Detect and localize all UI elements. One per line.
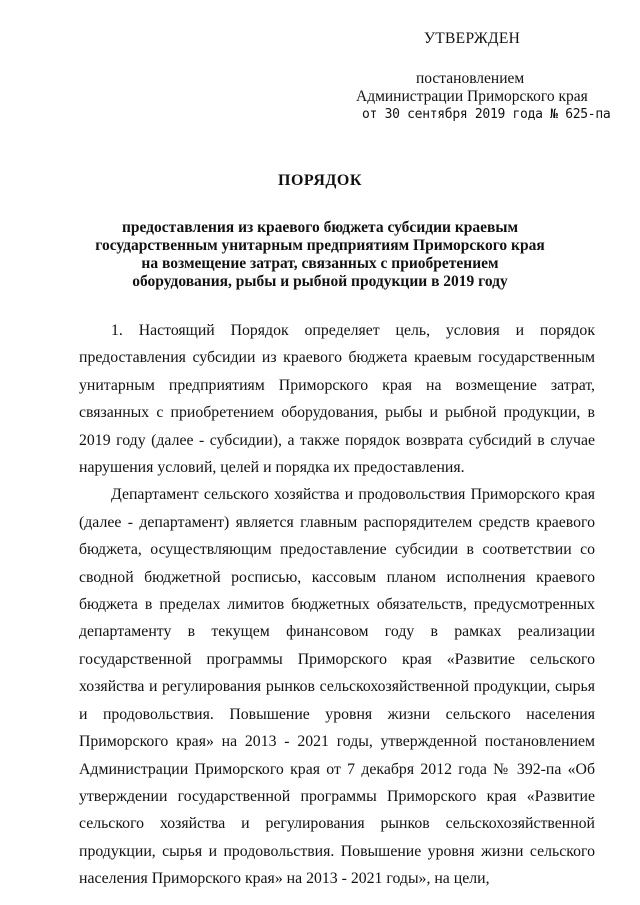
approval-resolution-label: постановлением: [416, 70, 525, 87]
paragraph-1: 1. Настоящий Порядок определяет цель, условия и порядок предоставления субсидии из краевого бюджета краевым государственным унитарным предприятиям Приморского края на возмещение затрат, связанных с приобретением оборудования, рыбы и рыбной продукции, в 2019 году (далее - субсидии), а также порядок возврата субсидий в случае нарушения условий, целей и порядка их предоставления.: [79, 322, 595, 477]
document-subtitle: предоставления из краевого бюджета субсидии краевым государственным унитарным предприятиям Приморского края на возмещение затрат, связанных с приобретением оборудования, рыбы и рыбной продукции в 2019 году: [95, 219, 545, 290]
approval-date-number: от 30 сентября 2019 года № 625-па: [362, 107, 611, 122]
approval-title: УТВЕРЖДЕН: [424, 30, 521, 47]
approval-authority: Администрации Приморского края: [356, 88, 588, 105]
document-body: [79, 317, 595, 893]
paragraph-2: Департамент сельского хозяйства и продовольствия Приморского края (далее - департамент) является главным распорядителем средств краевого бюджета, осуществляющим предоставление субсидии в соответствии со сводной бюджетной росписью, кассовым планом исполнения краевого бюджета в пределах лимитов бюджетных обязательств, предусмотренных департаменту в текущем финансовом году в рамках реализации государственной программы Приморского края «Развитие сельского хозяйства и регулирования рынков сельскохозяйственной продукции, сырья и продовольствия. Повышение уровня жизни сельского населения Приморского края» на 2013 - 2021 годы, утвержденной постановлением Администрации Приморского края от 7 декабря 2012 года № 392-па «Об утверждении государственной программы Приморского края «Развитие сельского хозяйства и регулирования рынков сельскохозяйственной продукции, сырья и продовольствия. Повышение уровня жизни сельского населения Приморского края» на 2013 - 2021 годы», на цели,: [79, 486, 595, 888]
document-title: ПОРЯДОК: [278, 172, 362, 189]
